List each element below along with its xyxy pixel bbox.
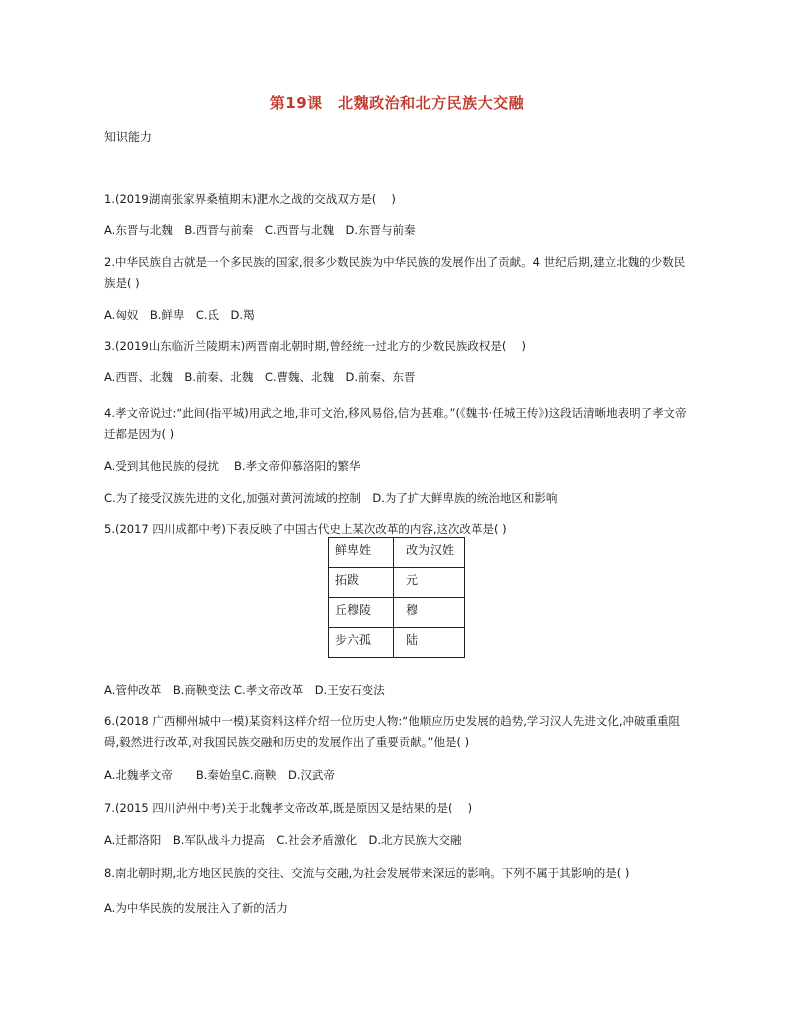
- q2-stem: 2.中华民族自古就是一个多民族的国家,很多少数民族为中华民族的发展作出了贡献。4 世纪后期,建立北魏的少数民族是( ): [104, 255, 686, 290]
- q5-options: A.管仲改革 B.商鞅变法 C.孝文帝改革 D.王安石变法: [104, 683, 385, 697]
- q5-stem: 5.(2017 四川成都中考)下表反映了中国古代史上某次改革的内容,这次改革是( ): [104, 522, 507, 536]
- q7-stem: 7.(2015 四川泸州中考)关于北魏孝文帝改革,既是原因又是结果的是( ): [104, 801, 473, 815]
- q1-options: A.东晋与北魏 B.西晋与前秦 C.西晋与北魏 D.东晋与前秦: [104, 223, 416, 237]
- surname-table: [328, 537, 465, 658]
- q4-options-ab: A.受到其他民族的侵扰 B.孝文帝仰慕洛阳的繁华: [104, 459, 361, 473]
- table-row: [329, 598, 465, 628]
- q4-stem: 4.孝文帝说过:“此间(指平城)用武之地,非可文治,移风易俗,信为甚难。”(《魏书·任城王传》)这段话清晰地表明了孝文帝迁都是因为( ): [104, 406, 687, 441]
- table-row: [329, 568, 465, 598]
- q6-stem: 6.(2018 广西柳州城中一模)某资料这样介绍一位历史人物:“他顺应历史发展的趋势,学习汉人先进文化,冲破重重阻碍,毅然进行改革,对我国民族交融和历史的发展作出了重要贡献。”他是( ): [104, 714, 681, 749]
- table-row: [329, 628, 465, 658]
- q3-options: A.西晋、北魏 B.前秦、北魏 C.曹魏、北魏 D.前秦、东晋: [104, 370, 416, 384]
- table-header-row: [329, 538, 465, 568]
- table-header-cell: 鲜卑姓: [329, 538, 394, 568]
- q4-options-cd: C.为了接受汉族先进的文化,加强对黄河流域的控制 D.为了扩大鲜卑族的统治地区和影响: [104, 491, 558, 505]
- q7-options: A.迁都洛阳 B.军队战斗力提高 C.社会矛盾激化 D.北方民族大交融: [104, 833, 462, 847]
- table-header-cell: 改为汉姓: [394, 538, 465, 568]
- table-cell: 元: [394, 568, 465, 598]
- table-cell: 丘穆陵: [329, 598, 394, 628]
- q8-stem: 8.南北朝时期,北方地区民族的交往、交流与交融,为社会发展带来深远的影响。下列不属于其影响的是( ): [104, 866, 630, 880]
- section-heading: 知识能力: [104, 130, 153, 144]
- q6-options: A.北魏孝文帝 B.秦始皇C.商鞅 D.汉武帝: [104, 768, 336, 782]
- q8-option-a: A.为中华民族的发展注入了新的活力: [104, 901, 288, 915]
- table-cell: 步六孤: [329, 628, 394, 658]
- q1-stem: 1.(2019湖南张家界桑植期末)淝水之战的交战双方是( ): [104, 192, 396, 206]
- table-cell: 穆: [394, 598, 465, 628]
- table-cell: 拓跋: [329, 568, 394, 598]
- table-cell: 陆: [394, 628, 465, 658]
- page-title: 第19课 北魏政治和北方民族大交融: [269, 94, 525, 112]
- q2-options: A.匈奴 B.鲜卑 C.氐 D.羯: [104, 308, 255, 322]
- q3-stem: 3.(2019山东临沂兰陵期末)两晋南北朝时期,曾经统一过北方的少数民族政权是( ): [104, 339, 526, 353]
